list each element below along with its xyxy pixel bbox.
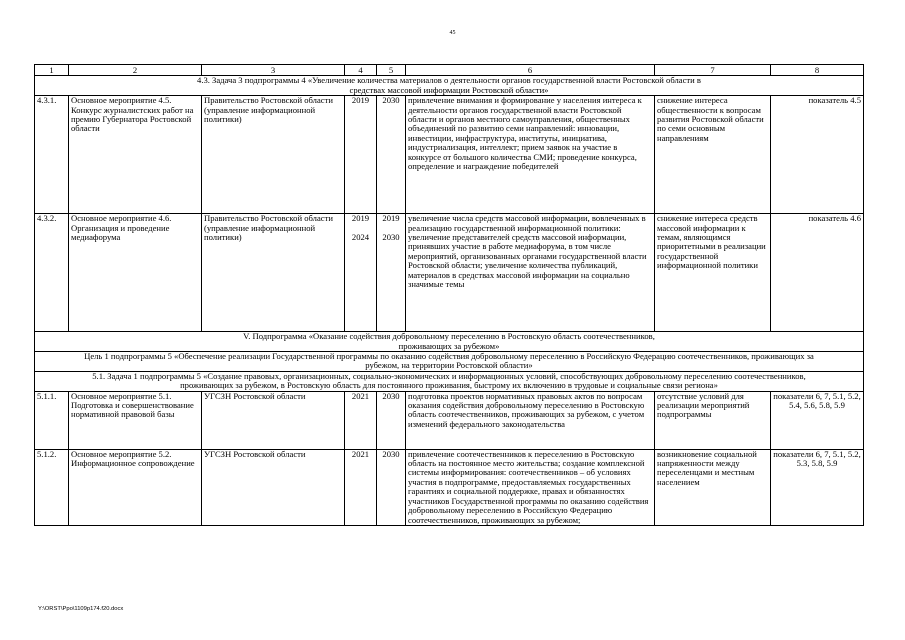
row-number: 4.3.1. xyxy=(35,96,69,214)
table-row xyxy=(35,449,864,525)
section-row xyxy=(35,352,864,372)
table-row xyxy=(35,391,864,449)
measure-name: Основное мероприятие 4.5. Конкурс журналистских работ на премию Губернатора Ростовской области xyxy=(69,96,202,214)
measure-name: Основное мероприятие 4.6. Организация и проведение медиафорума xyxy=(69,214,202,332)
indicator: показатели 6, 7, 5.1, 5.2, 5.4, 5.6, 5.8, 5.9 xyxy=(771,391,864,449)
expected-result: привлечение внимания и формирование у населения интереса к деятельности органов государственной власти Ростовской области и органов местного самоуправления, общественных объединений по развитию семи направлений: инновации, инвестиции, инфраструктура, институты, инициатива, индустриализация, интеллект; прием заявок на участие в конкурсе от большого количества СМИ; проведение конкурса, определение и награждение победителей xyxy=(406,96,655,214)
column-number: 8 xyxy=(771,65,864,76)
measures-table xyxy=(34,64,864,526)
consequence: отсутствие условий для реализации мероприятий подпрограммы xyxy=(655,391,771,449)
column-number: 1 xyxy=(35,65,69,76)
table-row xyxy=(35,96,864,214)
column-number: 4 xyxy=(345,65,377,76)
expected-result: подготовка проектов нормативных правовых актов по вопросам оказания содействия добровольному переселению в Ростовскую область соотечественников, проживающих за рубежом, с учетом изменений федерального законодательства xyxy=(406,391,655,449)
page-number: 45 xyxy=(449,30,456,36)
column-number: 5 xyxy=(377,65,406,76)
section-row xyxy=(35,371,864,391)
end-year-first: 2019 xyxy=(382,213,400,224)
indicator: показатели 6, 7, 5.1, 5.2, 5.3, 5.8, 5.9 xyxy=(771,449,864,525)
section-heading: Цель 1 подпрограммы 5 «Обеспечение реализации Государственной программы по оказанию содействия добровольному переселению в Российскую Федерацию соотечественников, проживающих за рубежом, на территории Ростовской области» xyxy=(35,352,864,372)
consequence: снижение интереса средств массовой информации к темам, являющимся приоритетными в реализации государственной информационной политики xyxy=(655,214,771,332)
start-year: 2021 xyxy=(345,449,377,525)
end-year: 2030 xyxy=(377,96,406,214)
executor: Правительство Ростовской области (управление информационной политики) xyxy=(202,96,345,214)
column-number: 3 xyxy=(202,65,345,76)
start-year: 2019 xyxy=(345,96,377,214)
section-heading: 4.3. Задача 3 подпрограммы 4 «Увеличение количества материалов о деятельности органов государственной власти Ростовской области в средствах массовой информации Ростовской области» xyxy=(35,76,864,96)
indicator: показатель 4.6 xyxy=(771,214,864,332)
start-year-second: 2024 xyxy=(351,231,370,242)
end-year: 2030 xyxy=(377,391,406,449)
column-number: 2 xyxy=(69,65,202,76)
row-number: 4.3.2. xyxy=(35,214,69,332)
measure-name: Основное мероприятие 5.2. Информационное сопровождение xyxy=(69,449,202,525)
expected-result: привлечение соотечественников к переселению в Ростовскую область на постоянное место жительства; создание комплексной системы информирования: соотечественников – об условиях участия в подпрограмме, предоставляемых государственных гарантиях и социальной поддержке, правах и обязанностях участников Государственной программы по оказанию содействия добровольному переселению в Российскую Федерацию соотечественников, проживающих за рубежом; xyxy=(406,449,655,525)
column-number: 6 xyxy=(406,65,655,76)
end-year xyxy=(377,214,406,332)
column-number-row xyxy=(35,65,864,76)
file-path-footer: Y:\ORST\Ppo\1109p174.f20.docx xyxy=(38,606,124,612)
end-year-second: 2030 xyxy=(382,231,400,242)
executor: Правительство Ростовской области (управление информационной политики) xyxy=(202,214,345,332)
expected-result: увеличение числа средств массовой информации, вовлеченных в реализацию государственной информационной политики: увеличение представителей средств массовой информации, принявших участие в работе медиафорума, в том числе мероприятий, организованных органами государственной власти Ростовской области; увеличение количества публикаций, материалов в средствах массовой информации на социально значимые темы xyxy=(406,214,655,332)
section-heading: 5.1. Задача 1 подпрограммы 5 «Создание правовых, организационных, социально-экономических и информационных условий, способствующих добровольному переселению соотечественников, проживающих за рубежом, в Ростовскую область для постоянного проживания, быстрому их включению в трудовые и социальные связи региона» xyxy=(35,371,864,391)
row-number: 5.1.1. xyxy=(35,391,69,449)
start-year: 2021 xyxy=(345,391,377,449)
executor: УГСЗН Ростовской области xyxy=(202,391,345,449)
table-row xyxy=(35,214,864,332)
consequence: снижение интереса общественности к вопросам развития Ростовской области по семи основным направлениям xyxy=(655,96,771,214)
measure-name: Основное мероприятие 5.1. Подготовка и совершенствование нормативной правовой базы xyxy=(69,391,202,449)
end-year: 2030 xyxy=(377,449,406,525)
column-number: 7 xyxy=(655,65,771,76)
section-row xyxy=(35,332,864,352)
row-number: 5.1.2. xyxy=(35,449,69,525)
start-year-first: 2019 xyxy=(351,213,370,224)
start-year xyxy=(345,214,377,332)
section-heading: V. Подпрограмма «Оказание содействия добровольному переселению в Ростовскую область соотечественников, проживающих за рубежом» xyxy=(35,332,864,352)
executor: УГСЗН Ростовской области xyxy=(202,449,345,525)
indicator: показатель 4.5 xyxy=(771,96,864,214)
consequence: возникновение социальной напряженности между переселенцами и местным населением xyxy=(655,449,771,525)
section-row xyxy=(35,76,864,96)
